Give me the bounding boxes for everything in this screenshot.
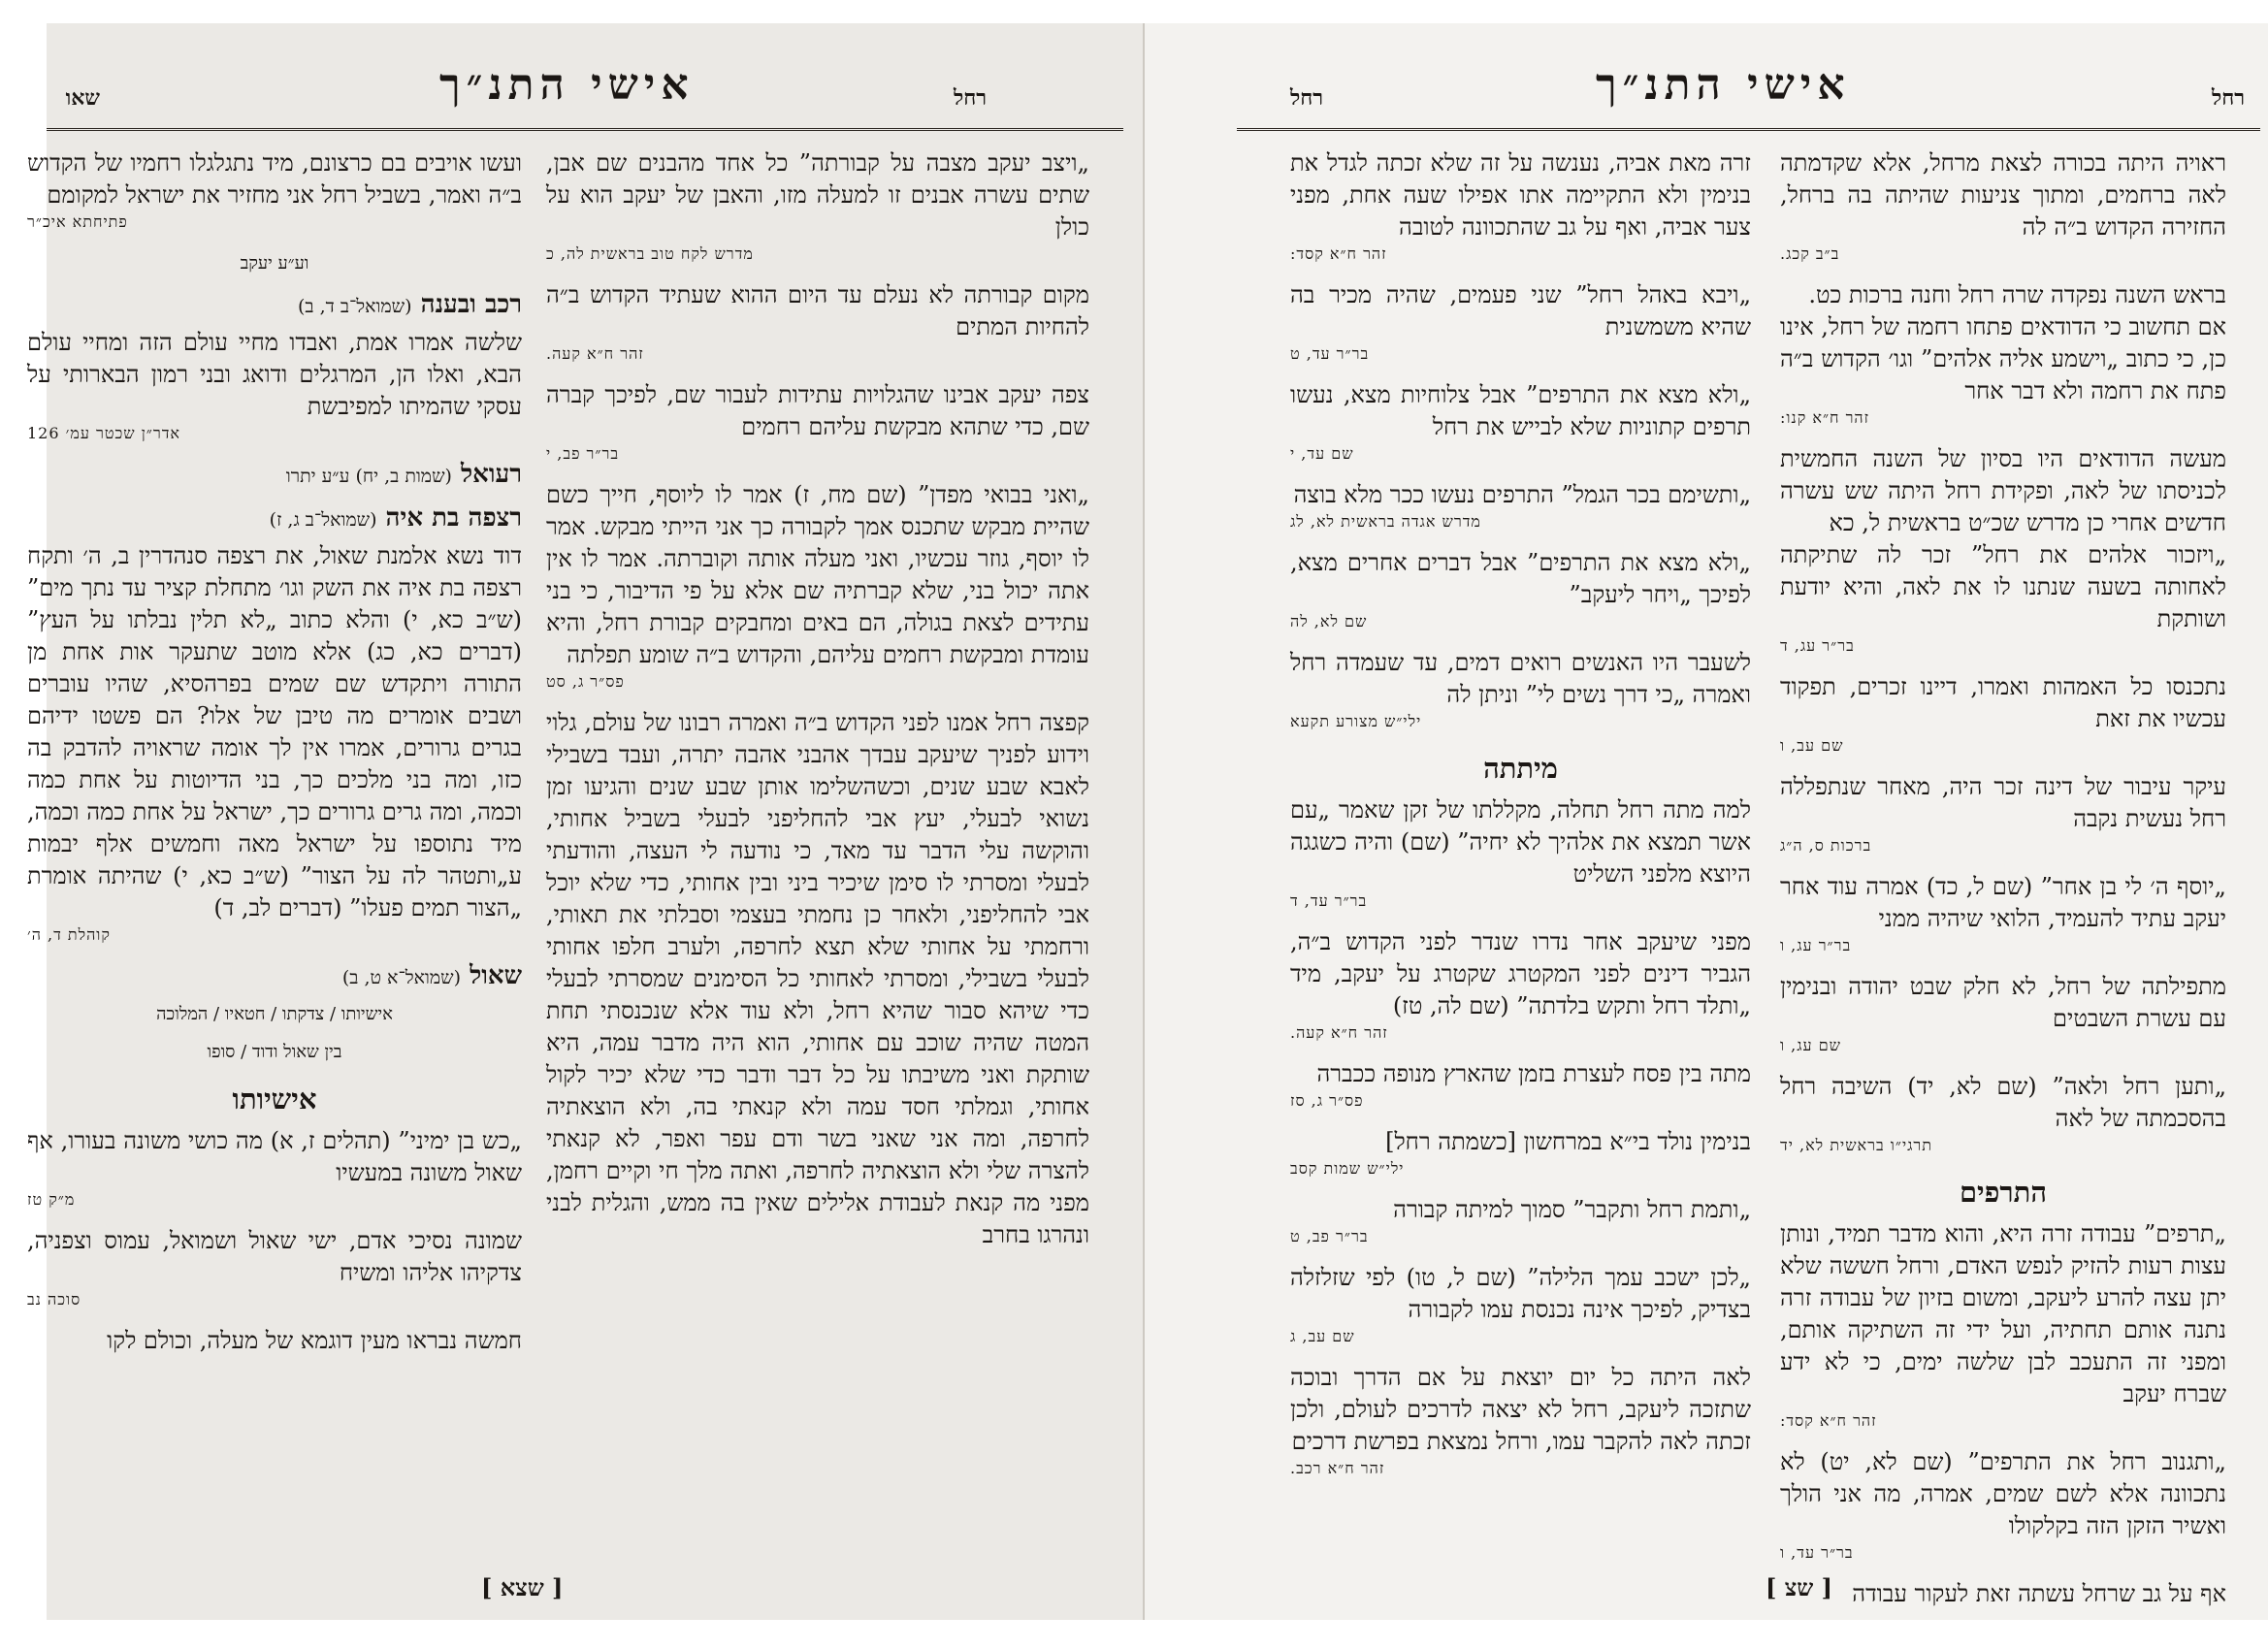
source-citation: תרגי״ו בראשית לא, יד — [1780, 1136, 1933, 1154]
source-citation: מדרש לקח טוב בראשית לה, כ — [546, 244, 754, 263]
paragraph: אם תחשוב כי הדודאים פתחו רחמה של רחל, אינו כן, כי כתוב „וישמע אליה אלהים” וגו׳ הקדוש ב״ה פתח את רחמה ולא דבר אחר — [1780, 313, 2226, 404]
paragraph: בראש השנה נפקדה שרה רחל וחנה ברכות כט. — [1808, 281, 2226, 308]
source-citation: בר״ר פב, י — [546, 444, 620, 463]
source-citation: בר״ר פב, ט — [1290, 1227, 1369, 1245]
paragraph: „ויזכור אלהים את רחל” זכר לה שתיקתה לאחותה בשעה שנתנו לו את לאה, והיא יודעת ושותקת — [1780, 541, 2226, 632]
source-citation: סוכה נב — [27, 1290, 81, 1309]
paragraph: שלשה אמרו אמת, ואבדו מחיי עולם הזה ומחיי עולם הבא, ואלו הן, המרגלים ודואג ובני רמון הבארותי על עסקי שהמיתו למפיבשת — [27, 329, 522, 420]
paragraph: לאה היתה כל יום יוצאת על אם הדרך ובוכה שתזכה ליעקב, רחל לא יצאה לדרכים לעולם, ולכן זכתה לאה להקבר עמו, ורחל נמצאת בפרשת דרכים — [1290, 1364, 1751, 1455]
paragraph: מפני שיעקב אחר נדרו שנדר לפני הקדוש ב״ה, הגביר דינים לפני המקטרג שקטרג על יעקב, מיד „ותלד רחל ותקש בלדתה” (שם לה, טז) — [1290, 928, 1751, 1019]
right-header-title: אישי התנ״ך — [1596, 60, 1851, 110]
right-page-column-right — [1780, 147, 2226, 1610]
subtopic-line: בין שאול ודוד / סופו — [207, 1042, 342, 1062]
entry-reference: (שמות ב, יח) ע״ע יתרו — [285, 466, 452, 487]
paragraph: לשעבר היו האנשים רואים דמים, עד שעמדה רחל ואמרה „כי דרך נשים לי” וניתן לה — [1290, 649, 1751, 708]
paragraph: „תרפים” עבודה זרה היא, והוא מדבר תמיד, ונותן עצות רעות להזיק לנפש האדם, ורחל חששה שלא יתן עצה להרע ליעקב, ומשום בזיון של עבודה זרה נתנה אותם תחתיה, ועל ידי זה השתיקה אותם, ומפני זה התעכב לבן שלשה ימים, כי לא ידע שברח יעקב — [1780, 1220, 2226, 1407]
paragraph: ועשו אויבים בם כרצונם, מיד נתגלגלו רחמיו של הקדוש ב״ה ואמר, בשביל רחל אני מחזיר את ישראל למקומם — [27, 149, 522, 209]
paragraph: „ולא מצא את התרפים” אבל דברים אחרים מצא, לפיכך „ויחר ליעקב” — [1290, 549, 1751, 608]
entry-name: רצפה בת איה — [385, 503, 522, 533]
paragraph: „ותמת רחל ותקבר” סמוך למיתה קבורה — [1393, 1196, 1751, 1223]
source-citation: זהר ח״א קנו: — [1780, 408, 1870, 427]
left-header-title: אישי התנ״ך — [439, 60, 695, 110]
left-header-outer-tag: שאו — [65, 85, 100, 111]
right-page-column-left — [1290, 147, 1751, 1494]
source-citation: שם עב, ג — [1290, 1327, 1355, 1345]
right-page — [1145, 23, 2268, 1620]
paragraph: „ואני בבואי מפדן” (שם מח, ז) אמר לו ליוסף, חייך כשם שהיית מבקש שתכנס אמך לקבורה כך אני הייתי מבקש. אמר לו יוסף, גוזר עכשיו, ואני מעלה אותה וקוברתה. אמר לו אין אתה יכול בני, שלא קברתיה שם אלא על פי הדיבור, כי בני עתידים לצאת בגולה, הם באים ומחבקים קבורת רחל, והיא עומדת ומבקשת רחמים עליהם, והקדוש ב״ה שומע תפלתה — [546, 481, 1089, 668]
left-page-number: [ שצא ] — [481, 1573, 564, 1601]
paragraph: „ותגנוב רחל את התרפים” (שם לא, יט) לא נתכוונה אלא לשם שמים, אמרה, מה אני הולך ואשיר הזקן הזה בקלקולו — [1780, 1448, 2226, 1539]
source-citation: פס״ר ג, סז — [1290, 1091, 1364, 1110]
source-citation: שם עב, ו — [1780, 736, 1844, 755]
paragraph: מקום קבורתה לא נעלם עד היום ההוא שעתיד הקדוש ב״ה להחיות המתים — [546, 281, 1089, 340]
paragraph: עיקר עיבור של דינה זכר היה, מאחר שנתפללה רחל נעשית נקבה — [1780, 773, 2226, 832]
source-citation: זהר ח״א קעה. — [1290, 1023, 1388, 1042]
entry-heading — [27, 289, 522, 323]
left-page — [27, 23, 1143, 1620]
source-citation: קוהלת ד, ה׳ — [27, 925, 111, 944]
entry-heading — [27, 502, 522, 536]
paragraph: „ולא מצא את התרפים” אבל צלוחיות מצא, נעשו תרפים קתוניות שלא לבייש את רחל — [1290, 381, 1751, 440]
source-citation: בר״ר עד, ו — [1780, 1543, 1854, 1562]
left-page-column-right — [546, 147, 1089, 1251]
source-citation: בר״ר עג, ו — [1780, 936, 1852, 954]
paragraph: למה מתה רחל תחלה, מקללתו של זקן שאמר „עם אשר תמצא את אלהיך לא יחיה” (שם) והיה כשגגה היוצא מלפני השליט — [1290, 796, 1751, 888]
paragraph: זרה מאת אביה, נענשה על זה שלא זכתה לגדל את בנימין ולא התקיימה אתו אפילו שעה אחת, מפני צער אביה, ואף על גב שהתכוונה לטובה — [1290, 149, 1751, 241]
entry-heading — [27, 960, 522, 994]
right-header-inner-tag: רחל — [1290, 85, 1324, 111]
source-citation: מדרש אגדה בראשית לא, לג — [1290, 512, 1481, 531]
paragraph: „יוסף ה׳ לי בן אחר” (שם ל, כד) אמרה עוד אחר יעקב עתיד להעמיד, הלואי שיהיה ממני — [1780, 873, 2226, 932]
paragraph: מתה בין פסח לעצרת בזמן שהארץ מנופה ככברה — [1316, 1060, 1751, 1087]
paragraph: חמשה נבראו מעין דוגמא של מעלה, וכולם לקו — [107, 1327, 522, 1354]
source-citation: שם לא, לה — [1290, 612, 1368, 630]
entry-reference: (שמואל־א ט, ב) — [341, 967, 462, 988]
entry-name: רכב ובענה — [420, 290, 522, 319]
entry-reference: (שמואל־ב ג, ז) — [269, 509, 377, 531]
source-citation: זהר ח״א קעה. — [546, 344, 644, 363]
source-citation: ילי״ש מצורע תקעא — [1290, 712, 1422, 730]
source-citation: בר״ר עד, ט — [1290, 344, 1370, 363]
right-header-outer-tag: רחל — [2212, 85, 2246, 111]
source-citation: שם עד, י — [1290, 444, 1354, 463]
source-citation: פתיחתא איכ״ר — [27, 212, 128, 231]
source-citation: ברכות ס, ה״ג — [1780, 836, 1872, 855]
paragraph: נתכנסו כל האמהות ואמרו, דיינו זכרים, תפקוד עכשיו את זאת — [1780, 673, 2226, 732]
entry-reference: (שמואל־ב ד, ב) — [298, 296, 412, 317]
paragraph: „ותשימם בכר הגמל” התרפים נעשו ככר מלא בוצה — [1293, 481, 1751, 508]
left-page-header — [47, 60, 1143, 118]
entry-heading — [27, 459, 522, 493]
subtopic-line: אישיותו / צדקתו / חטאיו / המלוכה — [156, 1004, 393, 1024]
paragraph: „לכן ישכב עמך הלילה” (שם ל, טו) לפי שזלזלה בצדיק, לפיכך אינה נכנסת עמו לקבורה — [1290, 1264, 1751, 1323]
paragraph: צפה יעקב אבינו שהגלויות עתידות לעבור שם, לפיכך קברה שם, כדי שתהא מבקשת עליהם רחמים — [546, 381, 1089, 440]
paragraph: שמונה נסיכי אדם, ישי שאול ושמואל, עמוס וצפניה, צדקיהו אליהו ומשיח — [27, 1227, 522, 1286]
paragraph: אף על גב שרחל עשתה זאת לעקור עבודה — [1852, 1580, 2226, 1607]
book-spread — [27, 23, 2268, 1620]
left-header-rule — [47, 128, 1123, 131]
source-citation: בר״ר עד, ד — [1290, 891, 1368, 910]
source-citation: מ״ק טז — [27, 1190, 76, 1209]
source-citation: בר״ר עג, ד — [1780, 636, 1855, 655]
paragraph: ראויה היתה בכורה לצאת מרחל, אלא שקדמתה לאה ברחמים, ומתוך צניעות שהיתה בה ברחל, החזירה הקדוש ב״ה לה — [1780, 149, 2226, 241]
paragraph: מתפילתה של רחל, לא חלק שבט יהודה ובנימין עם עשרת השבטים — [1780, 973, 2226, 1032]
section-heading: אישיותו — [232, 1083, 317, 1116]
paragraph: קפצה רחל אמנו לפני הקדוש ב״ה ואמרה רבונו של עולם, גלוי וידוע לפניך שיעקב עבדך אהבני אהבה יתרה, ועבד בשבילי לאבא שבע שנים, וכשהשלימו אותן שבע שנים והגיעו זמן נשואי לבעלי, יעץ אבי להחליפני לבעלי בשביל אחותי, והוקשה עלי הדבר עד מאד, כי נודעה לי העצה, והודעתי לבעלי ומסרתי לו סימן שיכיר ביני ובין אחותי, כדי שלא יוכל אבי להחליפני, ולאחר כן נחמתי בעצמי וסבלתי את תאותי, ורחמתי על אחותי שלא תצא לחרפה, ולערב חלפו אחותי לבעלי בשבילי, ומסרתי לאחותי כל הסימנים שמסרתי לבעלי כדי שיהא סבור שהיא רחל, ולא עוד אלא שנכנסתי תחת המטה שהיה שוכב עם אחותי, הוא היה מדבר עמה, היא שותקת ואני משיבתו על כל דבר ודבר כדי שלא יכיר לקול אחותי, וגמלתי חסד עמה ולא קנאתי בה, ולא הוצאתיה לחרפה, ומה אני שאני בשר ודם עפר ואפר, לא קנאתי להצרה שלי ולא הוצאתיה לחרפה, ואתה מלך חי וקיים רחמן, מפני מה קנאת לעבודת אלילים שאין בה ממש, והגלית לבני ונהרגו בחרב — [546, 709, 1089, 1248]
source-citation: זהר ח״א רכב. — [1290, 1459, 1385, 1477]
left-header-inner-tag: רחל — [954, 85, 988, 111]
section-heading: מיתתה — [1483, 752, 1558, 785]
section-heading: התרפים — [1959, 1176, 2048, 1209]
source-citation: ילי״ש שמות קסב — [1290, 1159, 1405, 1178]
source-citation: אדר״ן שכטר עמ׳ 126 — [27, 424, 181, 442]
source-citation: פס״ר ג, סט — [546, 672, 625, 691]
right-header-rule — [1237, 128, 2260, 131]
source-citation: שם עג, ו — [1780, 1036, 1841, 1054]
paragraph: „ותען רחל ולאה” (שם לא, יד) השיבה רחל בהסכמתה של לאה — [1780, 1073, 2226, 1132]
source-citation: ב״ב קכג. — [1780, 244, 1840, 263]
paragraph: בנימין נולד בי״א במרחשון [כשמתה רחל] — [1385, 1128, 1751, 1155]
paragraph: „כש בן ימיני” (תהלים ז, א) מה כושי משונה בעורו, אף שאול משונה במעשיו — [27, 1127, 522, 1186]
left-page-column-left — [27, 147, 522, 1357]
source-citation: זהר ח״א קסד: — [1290, 244, 1387, 263]
entry-name: שאול — [470, 961, 522, 990]
right-page-header — [1145, 60, 2268, 118]
paragraph: „ויצב יעקב מצבה על קבורתה” כל אחד מהבנים שם אבן, שתים עשרה אבנים זו למעלה מזו, והאבן של יעקב הוא על כולן — [546, 149, 1089, 241]
paragraph: „ויבא באהל רחל” שני פעמים, שהיה מכיר בה שהיא משמשנית — [1290, 281, 1751, 340]
paragraph: דוד נשא אלמנת שאול, את רצפה סנהדרין ב, ה׳ ותקח רצפה בת איה את השק וגו׳ מתחלת קציר עד נתך מים” (ש״ב כא, י) והלא כתוב „לא תלין נבלתו על העץ” (דברים כא, כג) אלא מוטב שתעקר אות אחת מן התורה ויתקדש שם שמים בפרהסיא, שהיו עוברים ושבים אומרים מה טיבן של אלו? הם פשטו ידיהם בגרים גרורים, אמרו אין לך אומה שראויה להדבק בה כזו, ומה בני מלכים כך, בני הדיוטות על אחת כמה וכמה, ומה גרים גרורים כך, ישראל על אחת כמה וכמה, מיד נתוספו על ישראל מאה וחמשים אלף יבמות ע„ותטהר לה על הצור” (ש״ב כא, י) שהיתה אומרת „הצור תמים פעלו” (דברים לב, ד) — [27, 542, 522, 922]
entry-name: רעואל — [461, 460, 522, 489]
subtopic-line: וע״ע יעקב — [240, 253, 309, 274]
paragraph: מעשה הדודאים היו בסיון של השנה החמשית לכניסתו של לאה, ופקידת רחל היתה שש עשרה חדשים אחרי כן מדרש שכ״ט בראשית ל, כא — [1780, 445, 2226, 536]
source-citation: זהר ח״א קסד: — [1780, 1411, 1877, 1430]
right-page-number: [ שצ ] — [1766, 1573, 1832, 1601]
